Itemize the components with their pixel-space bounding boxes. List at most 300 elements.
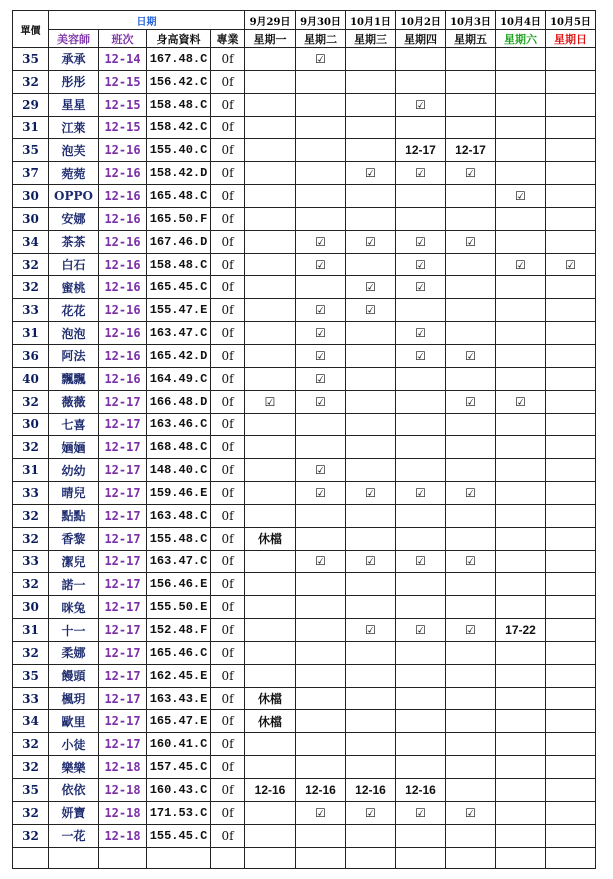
schedule-cell [496,779,546,802]
class-cell: 12-14 [99,48,147,71]
schedule-cell [546,162,596,185]
schedule-cell [346,824,396,847]
schedule-cell [446,413,496,436]
schedule-cell [546,276,596,299]
spec-cell: 0f [211,70,245,93]
table-row [13,710,596,733]
schedule-cell [446,367,496,390]
spec-cell: 0f [211,116,245,139]
table-row [13,230,596,253]
schedule-cell [496,504,546,527]
schedule-cell [296,413,346,436]
schedule-cell [446,824,496,847]
beautician-name-cell: 香黎 [49,527,99,550]
class-cell: 12-15 [99,70,147,93]
class-cell: 12-16 [99,322,147,345]
schedule-cell [446,459,496,482]
schedule-cell [346,390,396,413]
schedule-cell [346,504,396,527]
checkbox-mark: ☑ [446,482,496,505]
checkbox-mark: ☑ [346,230,396,253]
class-cell: 12-16 [99,139,147,162]
table-row [13,139,596,162]
class-cell: 12-15 [99,116,147,139]
table-row [13,459,596,482]
checkbox-mark: ☑ [396,619,446,642]
schedule-cell [296,641,346,664]
schedule-cell [245,207,296,230]
spec-cell: 0f [211,801,245,824]
spec-cell: 0f [211,756,245,779]
schedule-cell [296,207,346,230]
class-cell: 12-17 [99,390,147,413]
schedule-cell [346,527,396,550]
schedule-cell [546,596,596,619]
schedule-cell [446,436,496,459]
schedule-cell [296,596,346,619]
schedule-cell [346,641,396,664]
schedule-cell [346,664,396,687]
schedule-cell [446,70,496,93]
schedule-cell [296,733,346,756]
schedule-cell [546,139,596,162]
table-row [13,801,596,824]
schedule-cell [546,70,596,93]
schedule-cell [346,756,396,779]
height-info-cell: 165.50.F [147,207,211,230]
schedule-cell [396,48,446,71]
date-header: 10月2日 [396,11,446,30]
height-info-cell: 155.47.E [147,299,211,322]
schedule-cell [296,619,346,642]
schedule-cell [546,116,596,139]
empty-cell [396,847,446,868]
height-info-cell: 165.45.C [147,276,211,299]
schedule-cell [296,185,346,208]
schedule-cell [396,116,446,139]
schedule-cell [396,687,446,710]
beautician-name-cell: 薇薇 [49,390,99,413]
spec-cell: 0f [211,253,245,276]
price-cell: 33 [13,482,49,505]
table-row [13,162,596,185]
spec-cell: 0f [211,436,245,459]
beautician-name-cell: 星星 [49,93,99,116]
spec-cell: 0f [211,322,245,345]
class-cell: 12-17 [99,733,147,756]
price-cell: 32 [13,641,49,664]
beautician-name-cell: 小徒 [49,733,99,756]
class-cell: 12-16 [99,253,147,276]
class-cell: 12-16 [99,230,147,253]
schedule-cell [496,459,546,482]
schedule-cell [546,733,596,756]
checkbox-mark: ☑ [396,230,446,253]
checkbox-mark: ☑ [296,482,346,505]
height-info-cell: 158.42.C [147,116,211,139]
schedule-cell [245,824,296,847]
schedule-cell [496,596,546,619]
schedule-cell [546,550,596,573]
schedule-cell [546,185,596,208]
schedule-cell [546,573,596,596]
spec-cell: 0f [211,276,245,299]
checkbox-mark: ☑ [346,550,396,573]
empty-cell [346,847,396,868]
height-info-cell: 171.53.C [147,801,211,824]
schedule-cell [396,459,446,482]
schedule-cell [396,185,446,208]
schedule-cell [546,344,596,367]
schedule-cell [446,779,496,802]
schedule-cell [446,573,496,596]
beautician-name-cell: 晴兒 [49,482,99,505]
price-cell: 32 [13,527,49,550]
price-cell: 30 [13,596,49,619]
schedule-cell: 17-22 [496,619,546,642]
header-row-weekdays [13,30,596,48]
schedule-cell [446,641,496,664]
schedule-cell [245,641,296,664]
schedule-cell [546,436,596,459]
table-row [13,390,596,413]
class-cell: 12-18 [99,801,147,824]
schedule-cell [546,824,596,847]
beautician-name-cell: 饅頭 [49,664,99,687]
table-row [13,436,596,459]
checkbox-mark: ☑ [346,801,396,824]
schedule-cell [245,664,296,687]
schedule-cell [245,116,296,139]
beautician-name-cell: 十一 [49,619,99,642]
schedule-cell [546,207,596,230]
height-info-cell: 160.43.C [147,779,211,802]
price-cell: 31 [13,116,49,139]
schedule-cell [296,70,346,93]
beautician-name-cell: 七喜 [49,413,99,436]
height-info-cell: 155.48.C [147,527,211,550]
schedule-cell: 12-16 [396,779,446,802]
table-row [13,253,596,276]
schedule-cell [296,93,346,116]
table-row [13,93,596,116]
schedule-cell [346,367,396,390]
class-cell: 12-16 [99,162,147,185]
schedule-cell [346,116,396,139]
class-cell: 12-17 [99,459,147,482]
schedule-cell [446,322,496,345]
height-info-cell: 166.48.D [147,390,211,413]
spec-cell: 0f [211,344,245,367]
height-info-cell: 164.49.C [147,367,211,390]
schedule-cell [245,48,296,71]
price-cell: 33 [13,687,49,710]
schedule-cell [396,504,446,527]
price-cell: 32 [13,733,49,756]
price-cell: 31 [13,459,49,482]
beautician-name-cell: 依依 [49,779,99,802]
date-header: 10月3日 [446,11,496,30]
table-row [13,413,596,436]
schedule-cell [396,299,446,322]
height-info-cell: 167.48.C [147,48,211,71]
spec-cell: 0f [211,824,245,847]
checkbox-mark: ☑ [396,322,446,345]
price-cell: 32 [13,756,49,779]
spec-cell: 0f [211,139,245,162]
price-cell: 37 [13,162,49,185]
schedule-cell [496,687,546,710]
schedule-cell [346,48,396,71]
schedule-cell [296,687,346,710]
height-info-cell: 160.41.C [147,733,211,756]
table-row [13,550,596,573]
spec-cell: 0f [211,710,245,733]
schedule-cell [446,664,496,687]
schedule-cell [396,756,446,779]
height-info-cell: 163.46.C [147,413,211,436]
schedule-cell [496,230,546,253]
spec-cell: 0f [211,733,245,756]
spec-cell: 0f [211,779,245,802]
class-cell: 12-17 [99,436,147,459]
schedule-cell: 12-16 [245,779,296,802]
height-info-cell: 167.46.D [147,230,211,253]
spec-cell: 0f [211,390,245,413]
height-info-cell: 163.43.E [147,687,211,710]
date-header: 10月4日 [496,11,546,30]
schedule-cell [446,504,496,527]
checkbox-mark: ☑ [446,230,496,253]
empty-cell [496,847,546,868]
checkbox-mark: ☑ [346,162,396,185]
schedule-cell [446,276,496,299]
schedule-cell [546,710,596,733]
schedule-cell: 休檔 [245,527,296,550]
checkbox-mark: ☑ [496,390,546,413]
checkbox-mark: ☑ [396,162,446,185]
schedule-cell [245,93,296,116]
spec-cell: 0f [211,413,245,436]
checkbox-mark: ☑ [346,619,396,642]
schedule-cell [296,710,346,733]
table-row [13,322,596,345]
beautician-name-cell: 點點 [49,504,99,527]
schedule-cell [245,276,296,299]
schedule-cell [446,207,496,230]
spec-cell: 0f [211,459,245,482]
schedule-cell [446,687,496,710]
table-row [13,276,596,299]
table-row [13,367,596,390]
height-info-cell: 155.40.C [147,139,211,162]
class-cell: 12-16 [99,185,147,208]
schedule-cell [245,801,296,824]
header-row-dates [13,11,596,30]
schedule-cell: 休檔 [245,710,296,733]
beautician-name-cell: OPPO [49,185,99,208]
checkbox-mark: ☑ [396,93,446,116]
price-cell: 31 [13,619,49,642]
spec-cell: 0f [211,48,245,71]
schedule-cell [446,185,496,208]
height-info-cell: 148.40.C [147,459,211,482]
empty-cell [446,847,496,868]
checkbox-mark: ☑ [446,162,496,185]
empty-cell [13,847,49,868]
schedule-cell [245,573,296,596]
spec-cell: 0f [211,596,245,619]
checkbox-mark: ☑ [346,482,396,505]
schedule-cell [346,93,396,116]
schedule-cell [396,436,446,459]
schedule-cell [346,573,396,596]
date-header: 9月29日 [245,11,296,30]
price-cell: 31 [13,322,49,345]
schedule-cell [296,824,346,847]
checkbox-mark: ☑ [446,550,496,573]
price-cell: 35 [13,779,49,802]
empty-cell [211,847,245,868]
schedule-sheet [12,10,596,869]
schedule-cell [346,436,396,459]
schedule-cell [546,48,596,71]
checkbox-mark: ☑ [496,253,546,276]
checkbox-mark: ☑ [396,482,446,505]
weekday-header: 星期一 [245,30,296,48]
beautician-name-cell: 婳婳 [49,436,99,459]
spec-cell: 0f [211,162,245,185]
schedule-cell [346,733,396,756]
schedule-cell [546,390,596,413]
height-info-cell: 155.45.C [147,824,211,847]
schedule-cell [546,93,596,116]
schedule-cell [245,756,296,779]
spec-cell: 0f [211,185,245,208]
beautician-name-cell: 樂樂 [49,756,99,779]
empty-cell [49,847,99,868]
table-row [13,185,596,208]
schedule-cell [296,436,346,459]
class-cell: 12-17 [99,550,147,573]
schedule-cell [396,641,446,664]
checkbox-mark: ☑ [546,253,596,276]
schedule-cell [496,527,546,550]
schedule-cell [245,185,296,208]
schedule-cell [546,482,596,505]
checkbox-mark: ☑ [245,390,296,413]
schedule-cell [546,664,596,687]
beautician-name-cell: 安娜 [49,207,99,230]
spec-cell: 0f [211,687,245,710]
schedule-cell [346,413,396,436]
height-info-cell: 156.46.E [147,573,211,596]
schedule-cell [396,596,446,619]
height-info-cell: 158.48.C [147,93,211,116]
schedule-cell [245,733,296,756]
schedule-cell [496,710,546,733]
schedule-cell [446,710,496,733]
schedule-cell [245,344,296,367]
schedule-cell [496,207,546,230]
table-row [13,664,596,687]
class-cell: 12-16 [99,299,147,322]
schedule-cell [446,48,496,71]
empty-cell [296,847,346,868]
schedule-cell [296,504,346,527]
beautician-name-cell: 歐里 [49,710,99,733]
schedule-cell [546,367,596,390]
date-header: 9月30日 [296,11,346,30]
price-cell: 32 [13,436,49,459]
schedule-cell [546,527,596,550]
schedule-cell [296,276,346,299]
price-cell: 32 [13,70,49,93]
beautician-name-cell: 楓玥 [49,687,99,710]
schedule-cell [296,664,346,687]
schedule-cell [346,459,396,482]
schedule-cell [245,459,296,482]
price-cell: 32 [13,824,49,847]
beautician-name-cell: 柔娜 [49,641,99,664]
schedule-cell [346,344,396,367]
schedule-cell [496,573,546,596]
beautician-name-cell: 菀菀 [49,162,99,185]
schedule-cell [546,322,596,345]
class-cell: 12-17 [99,573,147,596]
beautician-name-cell: 承承 [49,48,99,71]
schedule-cell [546,801,596,824]
beautician-header: 美容師 [49,30,99,48]
table-row [13,48,596,71]
price-cell: 33 [13,550,49,573]
schedule-cell [496,824,546,847]
empty-cell [546,847,596,868]
beautician-name-cell: 泡芙 [49,139,99,162]
class-cell: 12-18 [99,756,147,779]
schedule-cell [245,619,296,642]
schedule-cell [546,459,596,482]
class-cell: 12-15 [99,93,147,116]
class-cell: 12-18 [99,779,147,802]
spec-cell: 0f [211,550,245,573]
schedule-cell [546,504,596,527]
table-row [13,527,596,550]
schedule-cell [496,413,546,436]
schedule-cell [496,664,546,687]
schedule-cell: 12-16 [346,779,396,802]
checkbox-mark: ☑ [296,253,346,276]
class-cell: 12-16 [99,344,147,367]
table-row [13,299,596,322]
table-row [13,573,596,596]
schedule-cell [496,733,546,756]
spec-cell: 0f [211,641,245,664]
spec-cell: 0f [211,504,245,527]
height-info-cell: 158.42.D [147,162,211,185]
price-cell: 32 [13,801,49,824]
beautician-name-cell: 蜜桃 [49,276,99,299]
table-row [13,596,596,619]
spec-cell: 0f [211,527,245,550]
schedule-cell [346,596,396,619]
schedule-cell [496,367,546,390]
schedule-cell [396,70,446,93]
checkbox-mark: ☑ [296,550,346,573]
checkbox-mark: ☑ [296,459,346,482]
schedule-cell [245,299,296,322]
price-cell: 35 [13,48,49,71]
